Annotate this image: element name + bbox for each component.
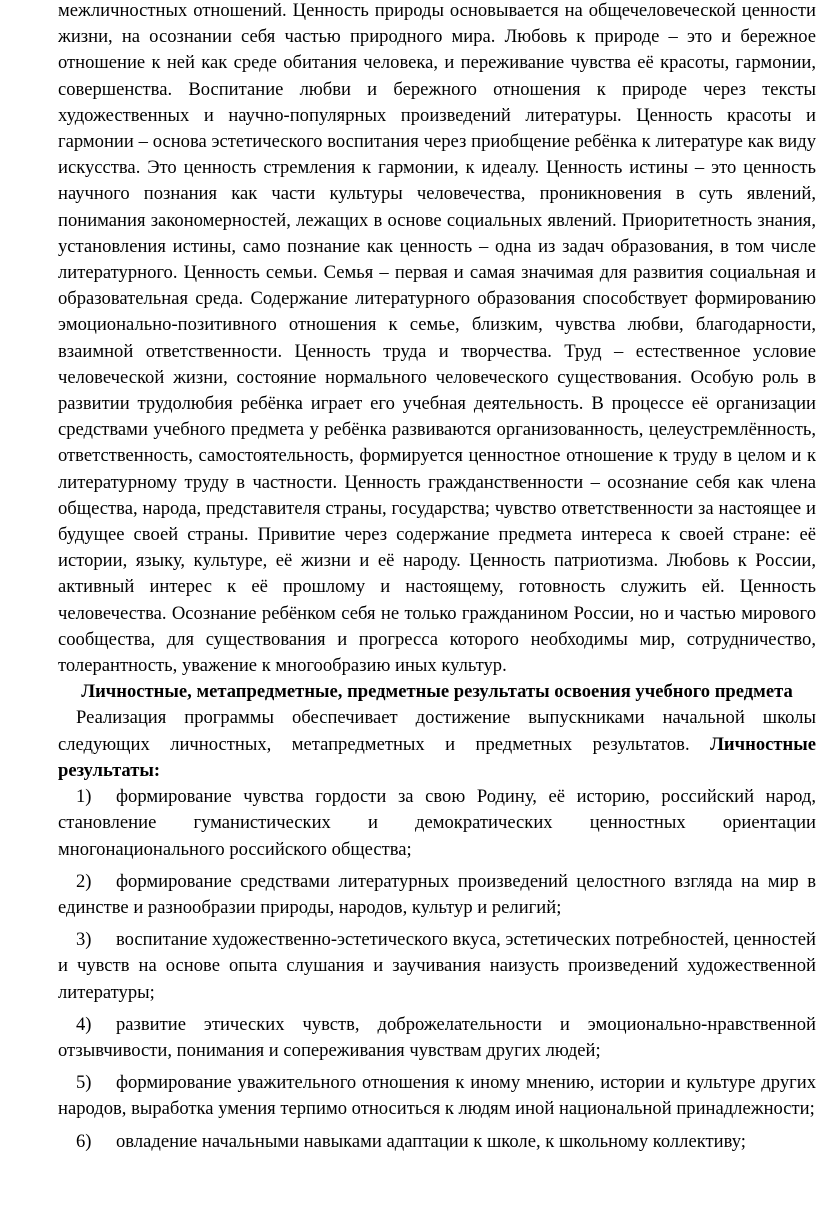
list-item-text: развитие этических чувств, доброжелательности и эмоционально-нравственной отзывчивости, понимания и сопереживания чувствам других людей;	[58, 1013, 816, 1061]
intro-text: Реализация программы обеспечивает достижение выпускниками начальной школы следующих личностных, метапредметных и предметных результатов.	[58, 707, 816, 755]
intro-paragraph	[58, 705, 816, 784]
document-page	[58, 0, 816, 1161]
list-item	[58, 784, 816, 863]
list-item	[58, 869, 816, 921]
opening-paragraph: межличностных отношений. Ценность природы основывается на общечеловеческой ценности жизни, на осознании себя частью природного мира. Любовь к природе – это и бережное отношение к ней как среде обитания человека, и переживание чувства её красоты, гармонии, совершенства. Воспитание любви и бережного отношения к природе через тексты художественных и научно-популярных произведений литературы. Ценность красоты и гармонии – основа эстетического воспитания через приобщение ребёнка к литературе как виду искусства. Это ценность стремления к гармонии, к идеалу. Ценность истины – это ценность научного познания как части культуры человечества, проникновения в суть явлений, понимания закономерностей, лежащих в основе социальных явлений. Приоритетность знания, установления истины, само познание как ценность – одна из задач образования, в том числе литературного. Ценность семьи. Семья – первая и самая значимая для развития социальная и образовательная среда. Содержание литературного образования способствует формированию эмоционально-позитивного отношения к семье, близким, чувства любви, благодарности, взаимной ответственности. Ценность труда и творчества. Труд – естественное условие человеческой жизни, состояние нормального человеческого существования. Особую роль в развитии трудолюбия ребёнка играет его учебная деятельность. В процессе её организации средствами учебного предмета у ребёнка развиваются организованность, целеустремлённость, ответственность, самостоятельность, формируется ценностное отношение к труду в целом и к литературному труду в частности. Ценность гражданственности – осознание себя как члена общества, народа, представителя страны, государства; чувство ответственности за настоящее и будущее своей страны. Привитие через содержание предмета интереса к своей стране: её истории, языку, культуре, её жизни и её народу. Ценность патриотизма. Любовь к России, активный интерес к её прошлому и настоящему, готовность служить ей. Ценность человечества. Осознание ребёнком себя не только гражданином России, но и частью мирового сообщества, для существования и прогресса которого необходимы мир, сотрудничество, толерантность, уважение к многообразию иных культур.	[58, 0, 816, 677]
list-item	[58, 1129, 816, 1155]
list-item-text: формирование средствами литературных произведений целостного взгляда на мир в единстве и разнообразии природы, народов, культур и религий;	[58, 870, 816, 918]
list-item-number: 6)	[76, 1130, 92, 1152]
list-item-text: формирование уважительного отношения к иному мнению, истории и культуре других народов, выработка умения терпимо относиться к людям иной национальной принадлежности;	[58, 1072, 816, 1120]
list-item-text: формирование чувства гордости за свою Родину, её историю, российский народ, становление гуманистических и демократических ценностных ориентации многонационального российского общества;	[58, 786, 816, 860]
list-item-number: 1)	[76, 786, 92, 808]
intro-bold-label: Личностные результаты:	[58, 733, 816, 781]
list-item-text: овладение начальными навыками адаптации к школе, к школьному коллективу;	[116, 1130, 746, 1152]
list-item-number: 4)	[76, 1013, 92, 1035]
results-list	[58, 784, 816, 1155]
list-item-number: 5)	[76, 1072, 92, 1094]
list-item	[58, 1070, 816, 1122]
list-item	[58, 927, 816, 1006]
list-item	[58, 1012, 816, 1064]
section-heading: Личностные, метапредметные, предметные результаты освоения учебного предмета	[81, 681, 793, 703]
list-item-number: 3)	[76, 929, 92, 951]
list-item-text: воспитание художественно-эстетического вкуса, эстетических потребностей, ценностей и чувств на основе опыта слушания и заучивания наизусть произведений художественной литературы;	[58, 929, 816, 1003]
list-item-number: 2)	[76, 870, 92, 892]
